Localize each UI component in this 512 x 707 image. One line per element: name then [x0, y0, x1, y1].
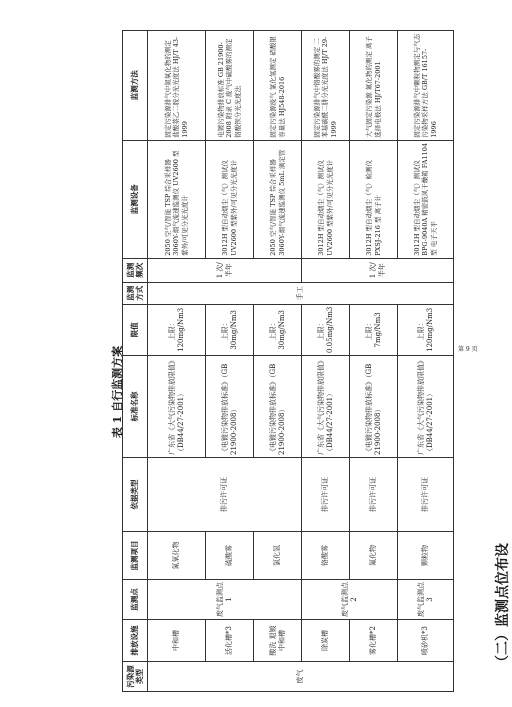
standard-cell: 广东省《大气污染物排放限值》（DB44/27-2001） [302, 356, 350, 458]
item-cell: 铬酸雾 [302, 532, 350, 580]
analysis-cell: 固定污染源排气中氮氧化物的测定 盐酸萘乙二胺分光光度法 HJ/T 43-1999 [148, 30, 206, 140]
section-heading: （二）监测点位布设 [495, 543, 511, 669]
source-type-cell: 废气 [148, 662, 454, 692]
standard-cell: 《电镀污染物排放标准》（GB 21900-2008） [206, 356, 254, 458]
frequency-cell: 1 次/半年 [148, 258, 302, 282]
analysis-cell: 固定污染源排气中铬酸雾的测定 二苯基碳酰二肼分光光度法 HJ/T 29-1999 [302, 30, 350, 140]
basis-cell: 排污许可证 [398, 458, 454, 532]
table-row [148, 30, 206, 691]
standard-cell: 广东省《大气污染物排放限值》（DB44/27-2001） [398, 356, 454, 458]
basis-cell: 排污许可证 [350, 458, 398, 532]
equipment-cell: 2050 空气/智能 TSP 综合采样器 3060Y-烟气流速监测仪 5mL 滴定管 [254, 140, 302, 258]
equipment-cell: 2050 空气/智能 TSP 综合采样器 3060Y-烟气流速监测仪 UV2600 型 紫外/可见分光光度计 [148, 140, 206, 258]
item-cell: 氟化物 [350, 532, 398, 580]
limit-cell: 上限：30mg/Nm3 [254, 304, 302, 355]
basis-cell: 排污许可证 [148, 458, 302, 532]
discharge-cell: 除炭槽 [302, 620, 350, 662]
point-cell: 废气监测点 3 [398, 580, 454, 620]
discharge-cell: 酸洗 退镀 中和槽 [254, 620, 302, 662]
header-source-type: 污染源类型 [123, 662, 148, 692]
discharge-cell: 喷砂机*3 [398, 620, 454, 662]
header-limit: 限值 [123, 304, 148, 355]
method-cell: 手工 [148, 282, 454, 304]
header-row [123, 30, 148, 691]
analysis-cell: 固定污染源排气中颗粒物测定与气态污染物采样方法 GB/T 16157-1996 [398, 30, 454, 140]
table-title: 表 1 自行监测方案 [111, 345, 124, 439]
analysis-cell: 固定污染源废气 氯化氢测定 硝酸银容量法 HJ548-2016 [254, 30, 302, 140]
limit-cell: 上限：120mg/Nm3 [398, 304, 454, 355]
standard-cell: 《电镀污染物排放标准》（GB 21900-2008） [254, 356, 302, 458]
header-analysis: 监测方法 [123, 30, 148, 140]
header-point: 监测点 [123, 580, 148, 620]
limit-cell: 上限：120mg/Nm3 [148, 304, 206, 355]
item-cell: 硫酸雾 [206, 532, 254, 580]
header-standard: 标准名称 [123, 356, 148, 458]
equipment-cell: 3012H 型自动烟尘（气）检测仪 PXSJ-216 型 离子计 [350, 140, 398, 258]
standard-cell: 广东省《大气污染物排放限值》（DB44/27-2001） [148, 356, 206, 458]
item-cell: 颗粒物 [398, 532, 454, 580]
equipment-cell: 3012H 型自动烟尘（气）测试仪 UV2600 型紫外/可见分光光度计 [302, 140, 350, 258]
frequency-cell: 1 次/半年 [302, 258, 454, 282]
discharge-cell: 活化槽*3 [206, 620, 254, 662]
item-cell: 氮氧化物 [148, 532, 206, 580]
limit-cell: 上限：7mg/Nm3 [350, 304, 398, 355]
header-equipment: 监测设备 [123, 140, 148, 258]
page-number: 第 9 页 [458, 346, 478, 353]
standard-cell: 《电镀污染物排放标准》（GB 21900-2008） [350, 356, 398, 458]
table-row [398, 30, 454, 691]
discharge-cell: 中和槽 [148, 620, 206, 662]
limit-cell: 上限：30mg/Nm3 [206, 304, 254, 355]
item-cell: 氯化氢 [254, 532, 302, 580]
monitoring-scheme-table [122, 30, 454, 692]
equipment-cell: 3012H 型自动烟尘（气）测试仪 UV2600 型紫外/可见分光光度计 [206, 140, 254, 258]
point-cell: 废气监测点 1 [148, 580, 302, 620]
header-method: 监测方式 [123, 282, 148, 304]
point-cell: 废气监测点 2 [302, 580, 398, 620]
basis-cell: 排污许可证 [302, 458, 350, 532]
header-frequency: 监测频次 [123, 258, 148, 282]
header-item: 监测项目 [123, 532, 148, 580]
header-basis: 依据类型 [123, 458, 148, 532]
limit-cell: 上限：0.05mg/Nm3 [302, 304, 350, 355]
discharge-cell: 雾化槽*2 [350, 620, 398, 662]
equipment-cell: 3012H 型自动烟尘（气）测试仪 BPG-9040A 精密鼓风干燥箱 FA1104 型 电子天平 [398, 140, 454, 258]
analysis-cell: 电镀污染物排放标准 GB 21900-2008 附录 C 废气中硫酸雾的测定 铬酸钡分光光度法 [206, 30, 254, 140]
table-row [302, 30, 350, 691]
header-discharge: 排放设施 [123, 620, 148, 662]
analysis-cell: 大气固定污染源 氟化物的测定 离子选择电极法 HJ/T67-2001 [350, 30, 398, 140]
